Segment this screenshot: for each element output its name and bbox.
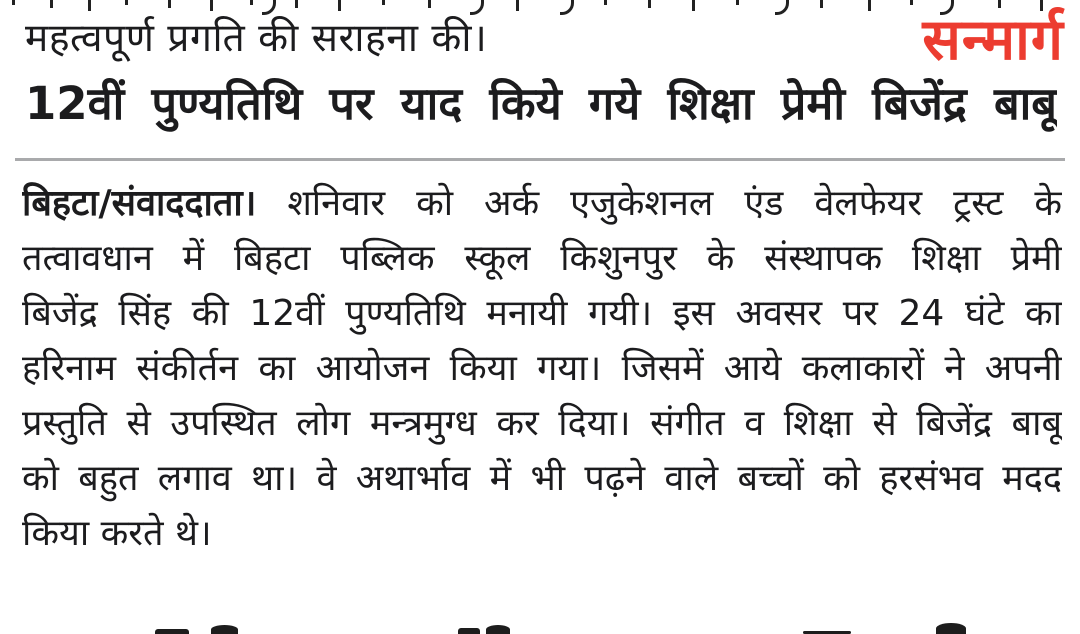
text-fragment (648, 0, 651, 8)
body-line-text: शनिवार को अर्क एजुकेशनल एंड वेलफेयर ट्रस्ट के (287, 183, 1062, 224)
body-line-text: किया करते थे। (22, 513, 212, 554)
body-line-text: तत्वावधान में बिहटा पब्लिक स्कूल किशुनपुर के संस्थापक शिक्षा प्रेमी (22, 238, 1062, 279)
newspaper-logo-sanmarg: सन्मार्ग (922, 7, 1064, 73)
body-line (22, 286, 1062, 341)
text-fragment (50, 0, 53, 8)
body-line (22, 176, 1062, 231)
text-fragment (210, 0, 213, 11)
text-fragment (736, 0, 739, 5)
body-line-text: प्रस्तुति से उपस्थित लोग मन्त्रमुग्ध कर दिया। संगीत व शिक्षा से बिजेंद्र बाबू (22, 403, 1062, 444)
text-fragment (910, 0, 913, 5)
article-body (22, 176, 1062, 561)
text-fragment (155, 629, 189, 634)
text-fragment (692, 0, 695, 11)
body-line (22, 451, 1062, 506)
dateline: बिहटा/संवाददाता। (22, 183, 257, 224)
text-fragment (560, 0, 574, 15)
text-fragment (12, 0, 15, 5)
article-headline: 12वीं पुण्यतिथि पर याद किये गये शिक्षा प्रेमी बिजेंद्र बाबू (25, 77, 1057, 130)
previous-article-tail: महत्वपूर्ण प्रगति की सराहना की। (25, 16, 488, 61)
text-fragment (338, 0, 341, 11)
cropped-headline-fragments-bottom (0, 620, 1080, 634)
text-fragment (428, 0, 431, 8)
text-fragment (125, 0, 128, 5)
body-line-text: बिजेंद्र सिंह की 12वीं पुण्यतिथि मनायी गयी। इस अवसर पर 24 घंटे का (22, 293, 1062, 334)
text-fragment (820, 0, 823, 8)
body-line (22, 341, 1062, 396)
text-fragment (458, 628, 480, 634)
text-fragment (168, 0, 171, 8)
body-line-text: को बहुत लगाव था। वे अथार्भाव में भी पढ़ने वाले बच्चों को हरसंभव मदद (22, 458, 1062, 499)
text-fragment (516, 0, 519, 11)
text-fragment (936, 623, 966, 634)
text-fragment (295, 0, 298, 8)
body-line (22, 231, 1062, 286)
body-line (22, 396, 1062, 451)
text-fragment (382, 0, 385, 5)
text-fragment (250, 0, 253, 5)
text-fragment (775, 0, 789, 15)
text-fragment (88, 0, 91, 11)
body-line-text: हरिनाम संकीर्तन का आयोजन किया गया। जिसमें आये कलाकारों ने अपनी (22, 348, 1062, 389)
body-line (22, 506, 1062, 561)
separator-rule (15, 158, 1065, 161)
text-fragment (211, 625, 238, 634)
text-fragment (604, 0, 607, 5)
text-fragment (486, 625, 510, 634)
text-fragment (868, 0, 871, 11)
